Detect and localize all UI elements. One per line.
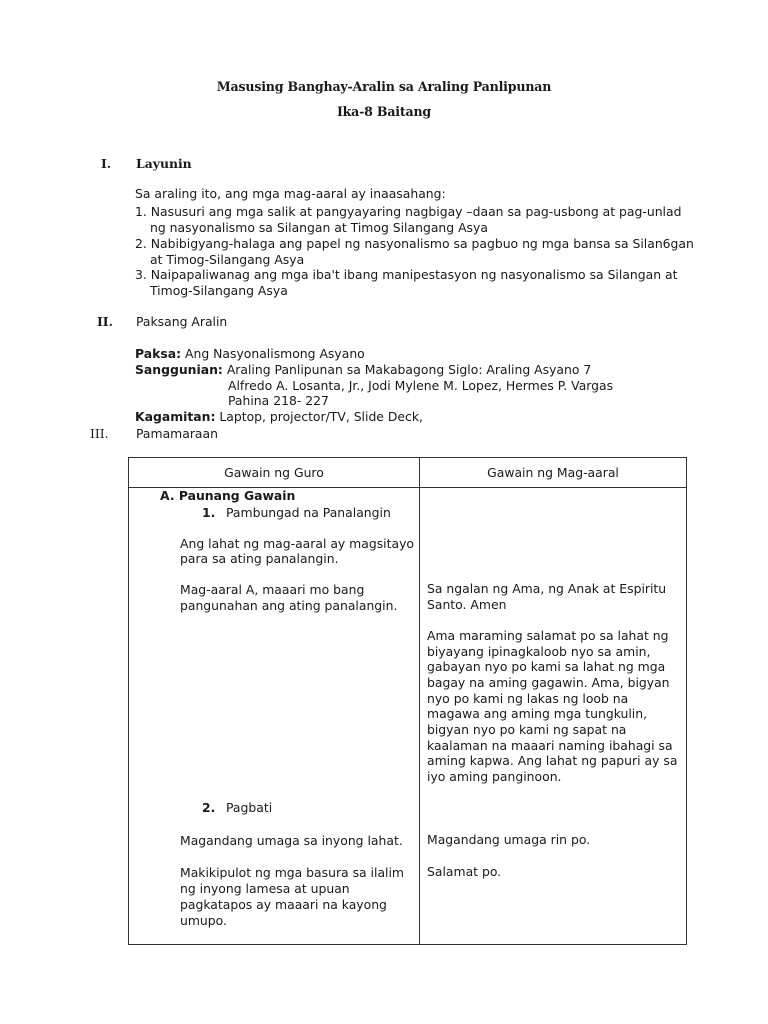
- teacher-line: Ang lahat ng mag-aaral ay magsitayo: [180, 536, 414, 551]
- kagamitan-value: Laptop, projector/TV, Slide Deck,: [219, 409, 423, 424]
- document-title: Masusing Banghay-Aralin sa Araling Panlipunan: [216, 79, 552, 94]
- teacher-cell: [129, 488, 420, 945]
- prayer-line: nyo po kami ng lakas ng loob na: [427, 691, 629, 706]
- objective-3-line1: 3. Naipapaliwanag ang mga iba't ibang manipestasyon ng nasyonalismo sa Silangan at: [135, 267, 678, 282]
- prayer-line: kaalaman na maaari naming ibahagi sa: [427, 738, 673, 753]
- objective-3-line2: Timog-Silangang Asya: [150, 283, 288, 298]
- procedure-table: [128, 457, 687, 945]
- prayer-line: biyayang ipinagkaloob nyo sa amin,: [427, 644, 651, 659]
- prayer-line: magawa ang aming mga tungkulin,: [427, 706, 648, 721]
- teacher-line: para sa ating panalangin.: [180, 551, 339, 566]
- teacher-line: Mag-aaral A, maaari mo bang: [180, 582, 365, 597]
- teacher-line: umupo.: [180, 913, 227, 928]
- grade-level: Ika-8 Baitang: [336, 104, 432, 119]
- section2-heading: Paksang Aralin: [136, 314, 228, 329]
- pages: Pahina 218- 227: [228, 393, 329, 408]
- section2-numeral: II.: [97, 314, 113, 329]
- objective-1-line2: ng nasyonalismo sa Silangan at Timog Silangang Asya: [150, 220, 488, 235]
- section3-numeral: III.: [90, 426, 109, 441]
- prayer-line: iyo aming panginoon.: [427, 769, 562, 784]
- student-line: Salamat po.: [427, 864, 502, 879]
- table-body-row: [129, 488, 687, 945]
- paksa-line: [135, 346, 365, 362]
- student-line: Magandang umaga rin po.: [427, 832, 591, 847]
- prayer-line: bagay na aming gagawin. Ama, bigyan: [427, 675, 670, 690]
- kagamitan-line: [135, 409, 423, 425]
- sanggunian-label: Sanggunian:: [135, 362, 223, 377]
- paksa-label: Paksa:: [135, 346, 182, 361]
- kagamitan-label: Kagamitan:: [135, 409, 216, 424]
- objective-1-line1: 1. Nasusuri ang mga salik at pangyayaring nagbigay –daan sa pag-usbong at pag-unlad: [135, 204, 682, 219]
- prayer-line: bigyan nyo po kami ng sapat na: [427, 722, 627, 737]
- prayer-line: aming kapwa. Ang lahat ng papuri ay sa: [427, 753, 678, 768]
- authors: Alfredo A. Losanta, Jr., Jodi Mylene M. Lopez, Hermes P. Vargas: [228, 378, 614, 393]
- teacher-column-header: Gawain ng Guro: [129, 458, 420, 488]
- section1-heading: Layunin: [136, 156, 192, 171]
- paksa-value: Ang Nasyonalismong Asyano: [185, 346, 365, 361]
- sanggunian-line: [135, 362, 591, 378]
- teacher-line: pagkatapos ay maaari na kayong: [180, 897, 387, 912]
- step-2-heading: 2. Pagbati: [202, 800, 273, 815]
- sanggunian-value: Araling Panlipunan sa Makabagong Siglo: Araling Asyano 7: [226, 362, 592, 377]
- prayer-line: Ama maraming salamat po sa lahat ng: [427, 628, 669, 643]
- objectives-intro: Sa araling ito, ang mga mag-aaral ay inaasahang:: [135, 186, 446, 201]
- prayer-line: gabayan nyo po kami sa lahat ng mga: [427, 659, 666, 674]
- teacher-line: Magandang umaga sa inyong lahat.: [180, 833, 403, 848]
- student-line: Sa ngalan ng Ama, ng Anak at Espiritu: [427, 581, 667, 596]
- step-1-heading: 1. Pambungad na Panalangin: [202, 505, 391, 520]
- teacher-line: pangunahan ang ating panalangin.: [180, 598, 398, 613]
- part-a-heading: A. Paunang Gawain: [160, 488, 296, 503]
- student-line: Santo. Amen: [427, 597, 507, 612]
- objective-2-line1: 2. Nabibigyang-halaga ang papel ng nasyonalismo sa pagbuo ng mga bansa sa Silan6gan: [135, 236, 694, 251]
- student-cell: [420, 488, 687, 945]
- objective-2-line2: at Timog-Silangang Asya: [150, 252, 305, 267]
- teacher-line: ng inyong lamesa at upuan: [180, 881, 350, 896]
- teacher-line: Makikipulot ng mga basura sa ilalim: [180, 865, 404, 880]
- section1-numeral: I.: [101, 156, 112, 171]
- section3-heading: Pamamaraan: [136, 426, 218, 441]
- student-column-header: Gawain ng Mag-aaral: [420, 458, 687, 488]
- table-header-row: [129, 458, 687, 488]
